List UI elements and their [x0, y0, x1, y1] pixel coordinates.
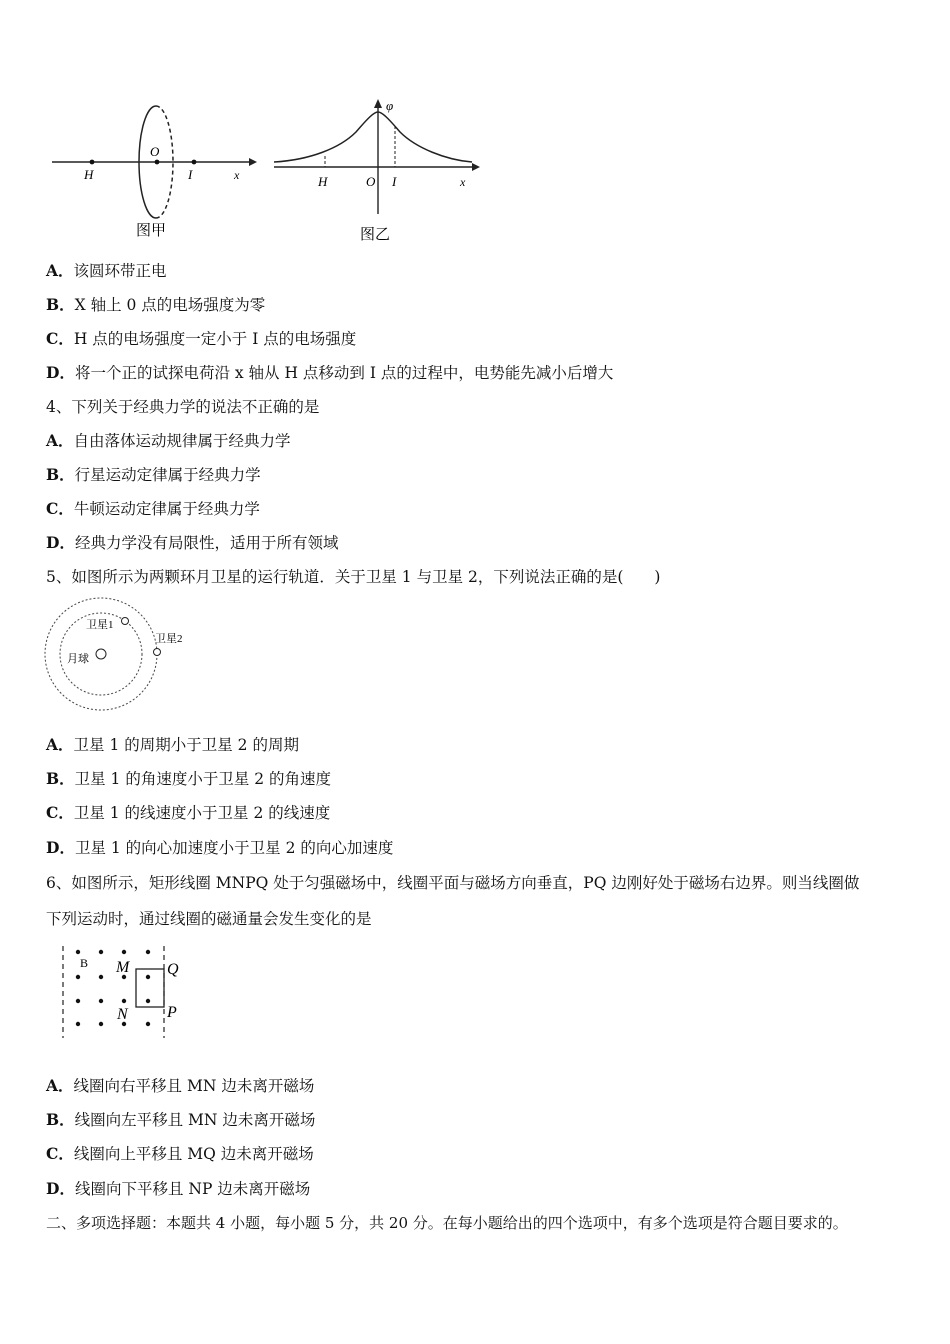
q4-stem: 4、下列关于经典力学的说法不正确的是 [46, 398, 320, 416]
section-2-heading: 二、多项选择题：本题共 4 小题，每小题 5 分，共 20 分。在每小题给出的四个选项中，有多个选项是符合题目要求的。 [46, 1214, 848, 1232]
label-sat1: 卫星1 [86, 619, 114, 631]
q6-option-b: B．线圈向左平移且 MN 边未离开磁场 [46, 1110, 316, 1129]
q5-stem: 5、如图所示为两颗环月卫星的运行轨道．关于卫星 1 与卫星 2，下列说法正确的是( ) [46, 568, 661, 586]
label-H: H [84, 167, 94, 182]
label-O: O [366, 174, 376, 189]
q4-option-a: A．自由落体运动规律属于经典力学 [46, 431, 291, 450]
q3-option-d: D．将一个正的试探电荷沿 x 轴从 H 点移动到 I 点的过程中，电势能先减小后增大 [46, 363, 614, 382]
label-Q: Q [167, 961, 179, 978]
label-M: M [116, 959, 130, 976]
q4-option-d: D．经典力学没有局限性，适用于所有领域 [46, 533, 339, 552]
q5-option-a: A．卫星 1 的周期小于卫星 2 的周期 [46, 735, 299, 754]
caption-yi: 图乙 [360, 227, 391, 243]
q4-option-b: B．行星运动定律属于经典力学 [46, 465, 261, 484]
label-O: O [150, 144, 160, 159]
q6-option-c: C．线圈向上平移且 MQ 边未离开磁场 [46, 1144, 314, 1163]
label-N: N [117, 1006, 128, 1023]
figure-jia [44, 92, 260, 242]
q5-option-b: B．卫星 1 的角速度小于卫星 2 的角速度 [46, 769, 332, 788]
label-I: I [392, 174, 397, 189]
caption-jia: 图甲 [136, 223, 167, 239]
q6-stem-line1: 6、如图所示，矩形线圈 MNPQ 处于匀强磁场中，线圈平面与磁场方向垂直，PQ 边刚好处于磁场右边界。则当线圈做 [46, 874, 860, 892]
q6-stem-line2: 下列运动时，通过线圈的磁通量会发生变化的是 [46, 910, 372, 928]
label-P: P [167, 1004, 177, 1021]
figure-yi [270, 96, 485, 246]
q3-option-a: A．该圆环带正电 [46, 261, 167, 280]
label-moon: 月球 [67, 653, 89, 665]
q5-option-c: C．卫星 1 的线速度小于卫星 2 的线速度 [46, 803, 331, 822]
label-H: H [318, 174, 328, 189]
q3-option-b: B．X 轴上 0 点的电场强度为零 [46, 295, 266, 314]
label-sat2: 卫星2 [155, 633, 183, 645]
label-B: B [80, 956, 89, 970]
q5-option-d: D．卫星 1 的向心加速度小于卫星 2 的向心加速度 [46, 838, 394, 857]
q3-option-c: C．H 点的电场强度一定小于 I 点的电场强度 [46, 329, 357, 348]
label-x: x [460, 175, 466, 189]
label-I: I [188, 167, 193, 182]
q4-option-c: C．牛顿运动定律属于经典力学 [46, 499, 260, 518]
q6-option-a: A．线圈向右平移且 MN 边未离开磁场 [46, 1076, 315, 1095]
q6-option-d: D．线圈向下平移且 NP 边未离开磁场 [46, 1179, 311, 1198]
figure-magnetic-field [54, 942, 200, 1042]
label-phi: φ [386, 98, 394, 113]
label-x: x [234, 168, 240, 182]
figure-satellites [44, 596, 204, 716]
